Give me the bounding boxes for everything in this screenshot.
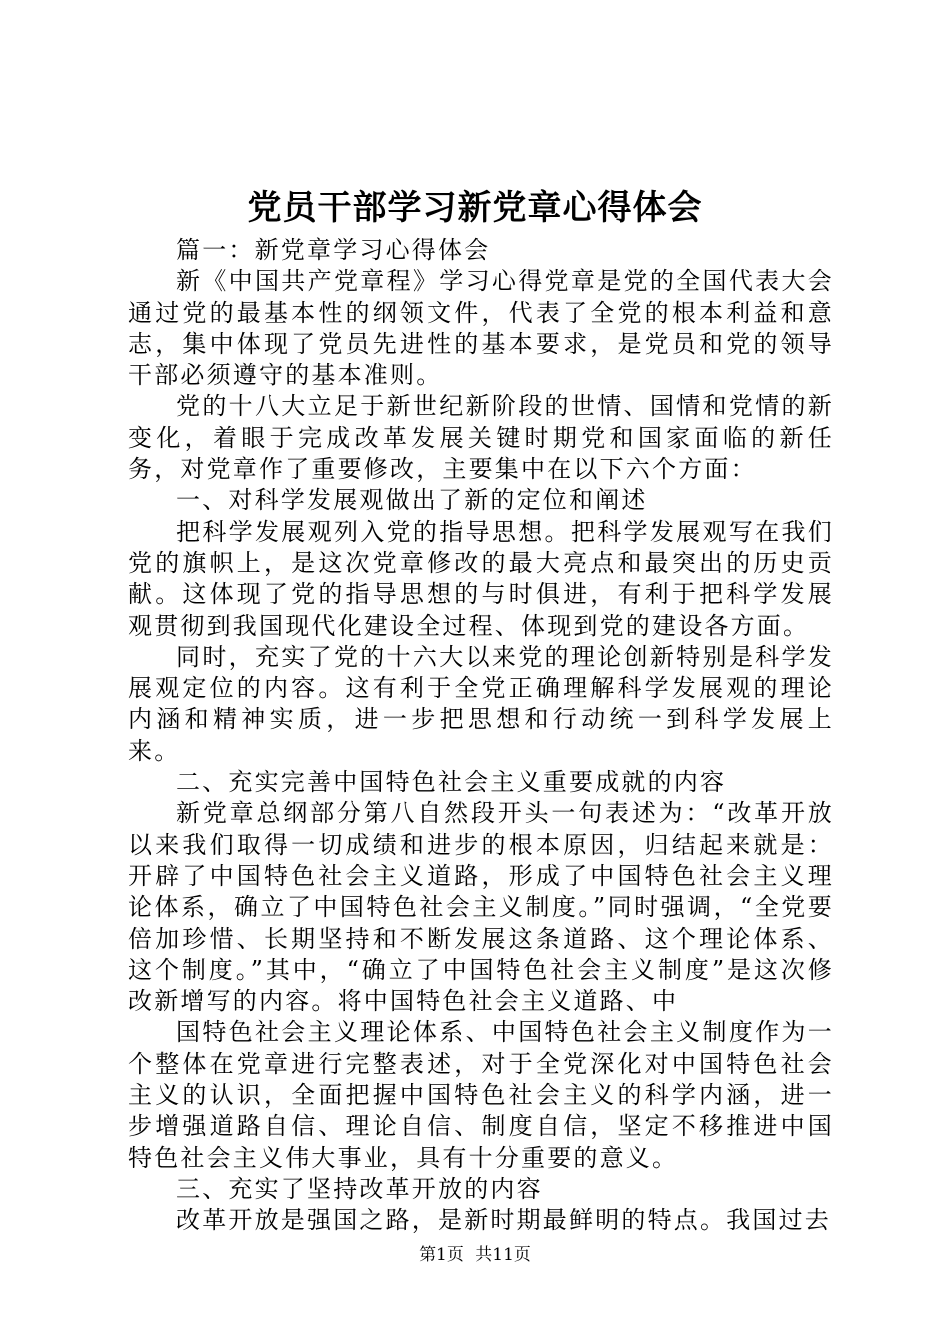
document-title: 党员干部学习新党章心得体会 <box>247 188 703 228</box>
page-footer <box>0 1243 950 1267</box>
paragraph: 党的十八大立足于新世纪新阶段的世情、国情和党情的新变化，着眼于完成改革发展关键时期党和国家面临的新任务，对党章作了重要修改，主要集中在以下六个方面： <box>128 392 834 484</box>
paragraph: 把科学发展观列入党的指导思想。把科学发展观写在我们党的旗帜上，是这次党章修改的最大亮点和最突出的历史贡献。这体现了党的指导思想的与时俱进，有利于把科学发展观贯彻到我国现代化建设全过程、体现到党的建设各方面。 <box>128 517 834 640</box>
section-heading: 二、充实完善中国特色社会主义重要成就的内容 <box>176 768 727 797</box>
page-total: 共11页 <box>475 1245 531 1265</box>
paragraph: 国特色社会主义理论体系、中国特色社会主义制度作为一个整体在党章进行完整表述，对于全党深化对中国特色社会主义的认识，全面把握中国特色社会主义的科学内涵，进一步增强道路自信、理论自信、制度自信，坚定不移推进中国特色社会主义伟大事业，具有十分重要的意义。 <box>128 1018 834 1172</box>
section-heading: 三、充实了坚持改革开放的内容 <box>176 1174 543 1203</box>
page-number: 第1页 <box>419 1245 464 1265</box>
paragraph: 改革开放是强国之路，是新时期最鲜明的特点。我国过去 <box>176 1206 831 1235</box>
paragraph: 新党章总纲部分第八自然段开头一句表述为：“改革开放以来我们取得一切成绩和进步的根本原因，归结起来就是：开辟了中国特色社会主义道路，形成了中国特色社会主义理论体系，确立了中国特色社会主义制度。”同时强调，“全党要倍加珍惜、长期坚持和不断发展这条道路、这个理论体系、这个制度。”其中，“确立了中国特色社会主义制度”是这次修改新增写的内容。将中国特色社会主义道路、中 <box>128 799 834 1016</box>
paragraph: 同时，充实了党的十六大以来党的理论创新特别是科学发展观定位的内容。这有利于全党正确理解科学发展观的理论内涵和精神实质，进一步把思想和行动统一到科学发展上来。 <box>128 642 834 765</box>
section-heading: 一、对科学发展观做出了新的定位和阐述 <box>176 486 648 515</box>
paragraph: 新《中国共产党章程》学习心得党章是党的全国代表大会通过党的最基本性的纲领文件，代表了全党的根本利益和意志，集中体现了党员先进性的基本要求，是党员和党的领导干部必须遵守的基本准则。 <box>128 267 834 390</box>
section-heading: 篇一：新党章学习心得体会 <box>176 236 491 264</box>
document-body <box>128 235 834 1237</box>
